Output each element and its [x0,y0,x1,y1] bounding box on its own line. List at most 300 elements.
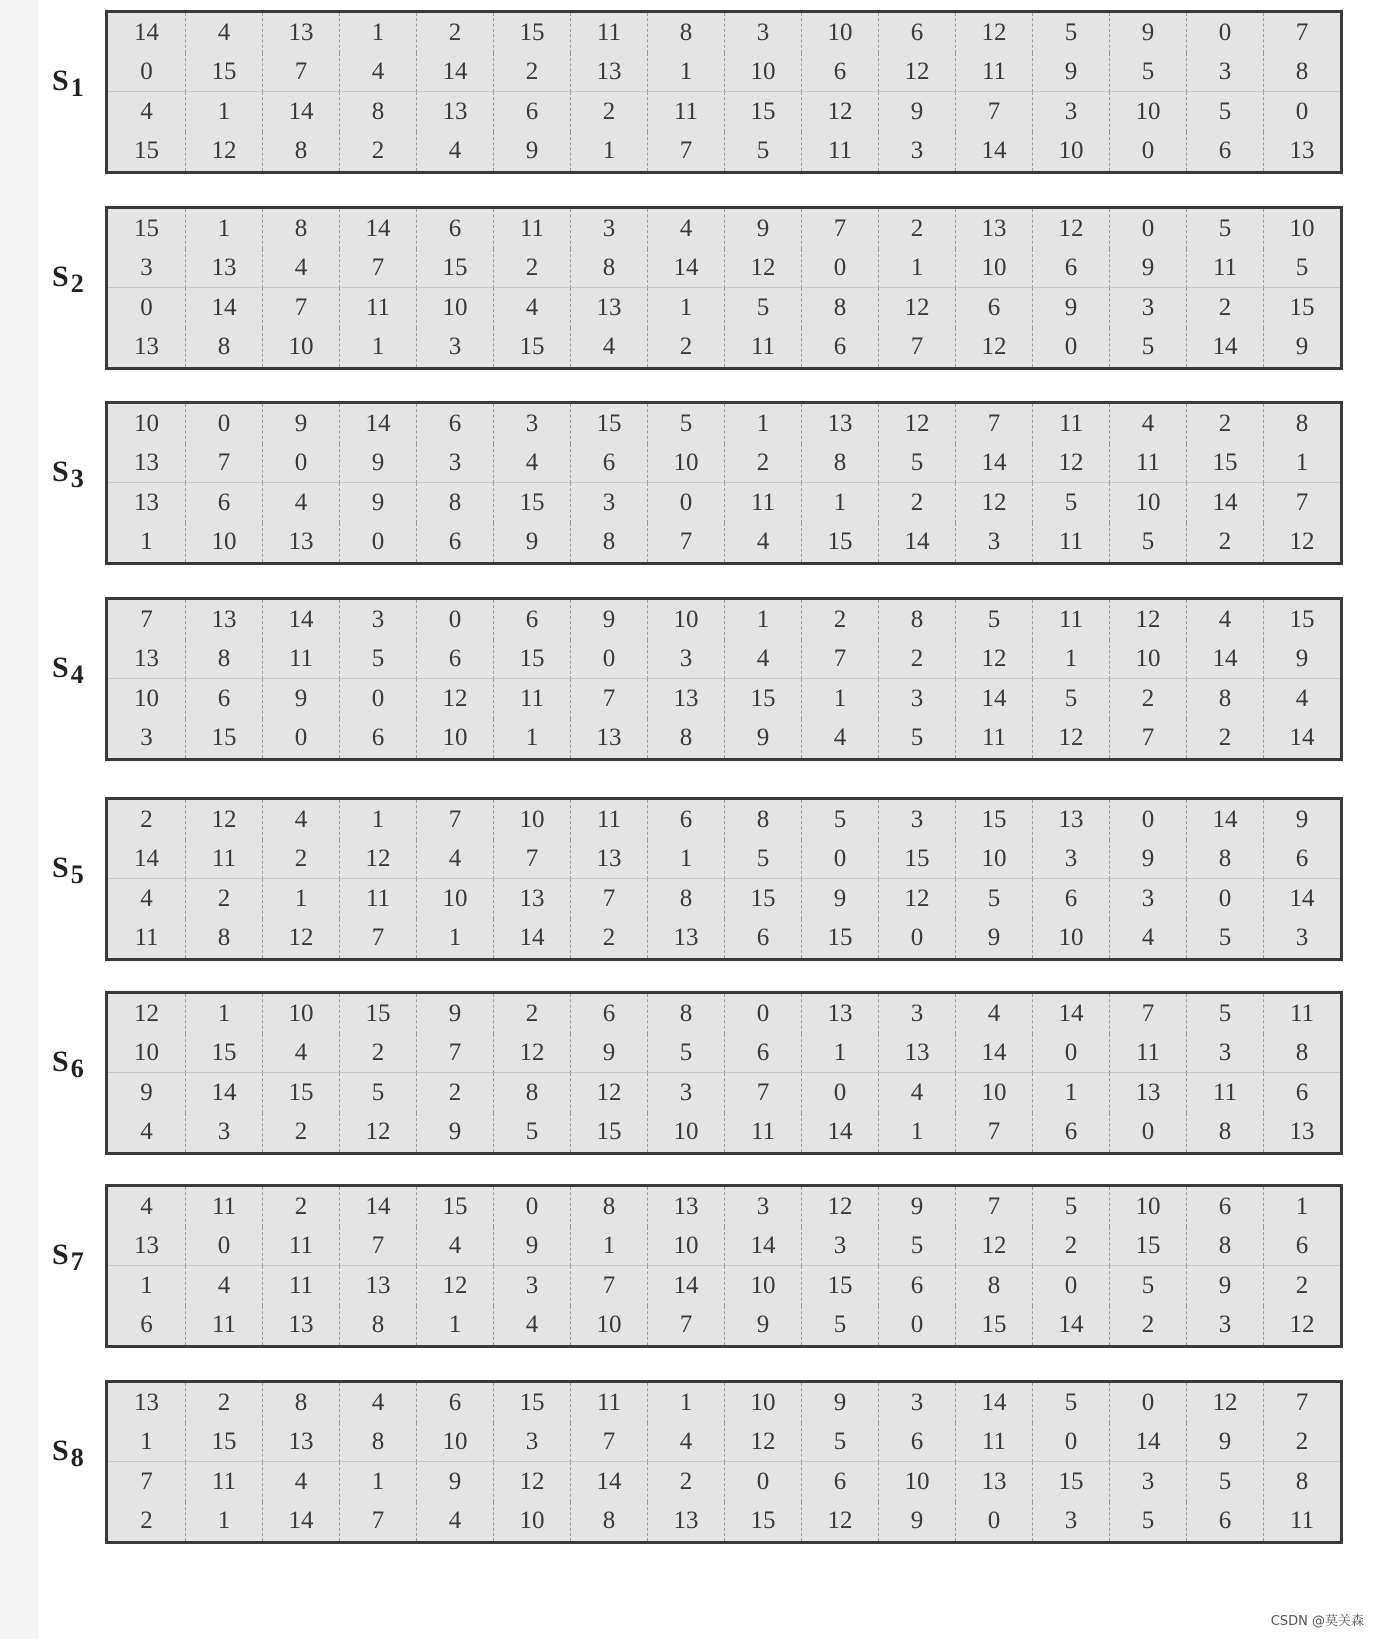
sbox-cell: 15 [570,404,647,444]
sbox-cell: 8 [647,994,724,1034]
sbox-cell: 3 [878,679,955,719]
sbox-cell: 14 [185,1073,262,1113]
sbox-cell: 14 [262,600,339,640]
sbox-cell: 7 [185,444,262,484]
sbox-cell: 13 [647,679,724,719]
sbox-cell: 7 [724,1073,801,1113]
sbox-cell: 3 [724,13,801,53]
sbox-cell: 6 [878,1266,955,1306]
sbox-cell: 5 [1109,523,1186,563]
sbox-label [52,1238,85,1276]
sbox-cell: 13 [570,53,647,93]
sbox-cell: 13 [1263,132,1340,172]
sbox-cell: 2 [878,640,955,680]
sbox-cell: 6 [1263,840,1340,880]
sbox-cell: 4 [185,1266,262,1306]
sbox-cell: 2 [1186,404,1263,444]
sbox-cell: 6 [416,404,493,444]
sbox-cell: 0 [724,1462,801,1502]
sbox-cell: 5 [1032,483,1109,523]
sbox-cell: 12 [801,1502,878,1542]
sbox-cell: 3 [493,1423,570,1463]
sbox-cell: 4 [262,1034,339,1074]
sbox-cell: 15 [493,483,570,523]
sbox-cell: 6 [1032,249,1109,289]
sbox-cell: 3 [1109,288,1186,328]
sbox-cell: 10 [1109,92,1186,132]
sbox-cell: 8 [339,92,416,132]
sbox-cell: 0 [339,679,416,719]
sbox-cell: 5 [878,1227,955,1267]
sbox-cell: 14 [955,1034,1032,1074]
sbox-cell: 9 [493,523,570,563]
sbox-cell: 9 [801,1383,878,1423]
sbox-cell: 8 [185,919,262,959]
sbox-cell: 3 [108,249,185,289]
sbox-cell: 13 [493,879,570,919]
sbox-cell: 1 [339,1462,416,1502]
sbox-cell: 5 [647,404,724,444]
sbox-cell: 11 [724,483,801,523]
sbox-cell: 13 [647,919,724,959]
sbox-cell: 4 [724,640,801,680]
sbox-label-index: 3 [70,464,85,493]
sbox-cell: 4 [647,209,724,249]
sbox-cell: 0 [1032,1034,1109,1074]
sbox-cell: 11 [570,800,647,840]
sbox-label-index: 6 [70,1054,85,1083]
sbox-cell: 6 [416,1383,493,1423]
sbox-cell: 6 [801,53,878,93]
sbox-cell: 3 [647,640,724,680]
sbox-cell: 4 [140,884,153,912]
sbox-cell: 3 [416,328,493,368]
sbox-cell: 10 [724,53,801,93]
sbox-cell: 15 [724,1502,801,1542]
sbox-cell: 3 [878,994,955,1034]
sbox-cell: 12 [955,13,1032,53]
sbox-cell: 4 [416,1227,493,1267]
sbox-cell: 5 [878,444,955,484]
sbox-cell: 10 [1109,640,1186,680]
sbox-cell: 2 [1109,1306,1186,1346]
sbox-cell: 7 [339,919,416,959]
sbox-cell: 11 [955,53,1032,93]
sbox-cell: 15 [1032,1462,1109,1502]
sbox-cell: 4 [801,719,878,759]
sbox-table [105,797,1343,961]
sbox-cell: 11 [185,1306,262,1346]
sbox-4 [40,597,1350,779]
sbox-cell: 9 [1032,53,1109,93]
sbox-cell: 14 [1186,328,1263,368]
sbox-cell: 9 [493,132,570,172]
sbox-cell: 0 [1109,800,1186,840]
sbox-cell: 0 [878,1306,955,1346]
sbox-cell: 8 [647,13,724,53]
sbox-cell: 1 [724,600,801,640]
sbox-cell: 0 [570,640,647,680]
sbox-cell: 0 [801,1073,878,1113]
sbox-cell: 6 [801,328,878,368]
sbox-cell: 4 [339,53,416,93]
sbox-cell: 4 [416,132,493,172]
sbox-cell: 15 [955,800,1032,840]
sbox-cell: 8 [262,132,339,172]
sbox-cell: 2 [878,483,955,523]
sbox-cell: 2 [493,994,570,1034]
sbox-cell: 13 [134,1388,159,1416]
sbox-cell: 0 [108,53,185,93]
sbox-label [52,1045,85,1083]
sbox-cell: 13 [570,840,647,880]
sbox-cell: 12 [493,1034,570,1074]
sbox-cell: 4 [570,328,647,368]
sbox-cell: 5 [801,1306,878,1346]
sbox-cell: 9 [724,1306,801,1346]
sbox-label [52,260,85,298]
sbox-cell: 13 [134,488,159,516]
sbox-cell: 2 [1263,1266,1340,1306]
sbox-cell: 14 [339,1187,416,1227]
sbox-cell: 10 [647,600,724,640]
sbox-cell: 1 [339,328,416,368]
sbox-cell: 2 [416,13,493,53]
sbox-cell: 1 [185,994,262,1034]
sbox-cell: 14 [1032,994,1109,1034]
sbox-cell: 14 [570,1462,647,1502]
sbox-cell: 9 [1109,249,1186,289]
sbox-cell: 1 [570,1227,647,1267]
sbox-cell: 10 [801,13,878,53]
sbox-cell: 8 [1186,679,1263,719]
sbox-cell: 0 [1109,1113,1186,1153]
sbox-cell: 14 [955,679,1032,719]
sbox-cell: 5 [1032,1187,1109,1227]
sbox-cell: 9 [878,1187,955,1227]
sbox-cell: 8 [1186,1113,1263,1153]
sbox-cell: 8 [262,209,339,249]
sbox-label-index: 4 [70,660,85,689]
sbox-cell: 15 [1263,600,1340,640]
sbox-cell: 5 [724,288,801,328]
sbox-cell: 9 [1263,640,1340,680]
sbox-cell: 2 [140,805,153,833]
sbox-cell: 9 [570,600,647,640]
sbox-cell: 7 [647,132,724,172]
sbox-cell: 14 [1109,1423,1186,1463]
sbox-cell: 12 [493,1462,570,1502]
sbox-cell: 7 [955,404,1032,444]
sbox-cell: 8 [878,600,955,640]
sbox-cell: 0 [1032,1423,1109,1463]
sbox-cell: 14 [1186,483,1263,523]
sbox-cell: 7 [570,1266,647,1306]
sbox-cell: 5 [1109,328,1186,368]
sbox-cell: 5 [647,1034,724,1074]
sbox-cell: 9 [493,1227,570,1267]
sbox-cell: 11 [801,132,878,172]
sbox-cell: 10 [955,249,1032,289]
sbox-cell: 3 [955,523,1032,563]
sbox-cell: 11 [185,1462,262,1502]
sbox-cell: 11 [1186,249,1263,289]
sbox-cell: 15 [493,640,570,680]
sbox-cell: 15 [801,1266,878,1306]
sbox-cell: 14 [262,92,339,132]
sbox-cell: 15 [493,13,570,53]
sbox-cell: 4 [647,1423,724,1463]
sbox-cell: 8 [955,1266,1032,1306]
sbox-cell: 15 [1186,444,1263,484]
sbox-cell: 1 [262,879,339,919]
sbox-cell: 0 [185,404,262,444]
sbox-label-index: 5 [70,860,85,889]
sbox-cell: 4 [140,1192,153,1220]
sbox-cell: 13 [570,719,647,759]
sbox-cell: 9 [724,209,801,249]
sbox-cell: 7 [1263,13,1340,53]
sbox-table [105,401,1343,565]
sbox-cell: 6 [185,679,262,719]
sbox-cell: 6 [493,92,570,132]
sbox-cell: 1 [493,719,570,759]
sbox-cell: 0 [493,1187,570,1227]
sbox-cell: 7 [262,53,339,93]
sbox-cell: 8 [185,328,262,368]
sbox-cell: 7 [140,605,153,633]
sbox-cell: 5 [801,1423,878,1463]
sbox-cell: 8 [262,1383,339,1423]
left-margin-band [0,0,38,1639]
sbox-cell: 9 [339,483,416,523]
sbox-cell: 7 [416,800,493,840]
sbox-label-letter: S [52,64,70,97]
sbox-cell: 9 [1186,1423,1263,1463]
sbox-cell: 5 [724,132,801,172]
sbox-cell: 13 [1263,1113,1340,1153]
sbox-cell: 11 [1032,404,1109,444]
sbox-cell: 3 [570,483,647,523]
sbox-cell: 14 [339,404,416,444]
sbox-label [52,1434,85,1472]
sbox-cell: 1 [140,528,153,556]
sbox-cell: 12 [1186,1383,1263,1423]
sbox-cell: 4 [140,97,153,125]
sbox-cell: 13 [108,640,185,680]
sbox-cell: 1 [1263,444,1340,484]
sbox-cell: 2 [1109,679,1186,719]
sbox-cell: 8 [1186,840,1263,880]
sbox-cell: 2 [262,1187,339,1227]
sbox-cell: 2 [724,444,801,484]
sbox-cell: 11 [185,840,262,880]
sbox-cell: 3 [416,444,493,484]
sbox-cell: 15 [416,1187,493,1227]
sbox-cell: 6 [570,994,647,1034]
sbox-cell: 8 [724,800,801,840]
sbox-cell: 3 [1186,1306,1263,1346]
sbox-cell: 4 [1109,919,1186,959]
sbox-cell: 13 [647,1187,724,1227]
sbox-table [105,1184,1343,1348]
sbox-cell: 14 [1186,800,1263,840]
sbox-cell: 0 [185,1227,262,1267]
sbox-cell: 13 [801,994,878,1034]
sbox-cell: 2 [416,1073,493,1113]
sbox-cell: 0 [878,919,955,959]
sbox-cell: 2 [493,249,570,289]
sbox-cell: 8 [1263,53,1340,93]
sbox-cell: 11 [647,92,724,132]
sbox-cell: 1 [339,800,416,840]
sbox-cell: 11 [570,13,647,53]
sbox-cell: 9 [878,92,955,132]
sbox-cell: 7 [801,640,878,680]
sbox-cell: 9 [570,1034,647,1074]
sbox-cell: 1 [185,1502,262,1542]
sbox-cell: 11 [1186,1073,1263,1113]
sbox-cell: 3 [185,1113,262,1153]
sbox-cell: 8 [339,1306,416,1346]
sbox-cell: 15 [801,919,878,959]
sbox-cell: 15 [416,249,493,289]
sbox-cell: 0 [801,840,878,880]
sbox-cell: 14 [724,1227,801,1267]
sbox-cell: 9 [1109,13,1186,53]
sbox-cell: 2 [339,132,416,172]
sbox-cell: 6 [416,640,493,680]
sbox-cell: 2 [1186,719,1263,759]
sbox-cell: 4 [1109,404,1186,444]
sbox-cell: 10 [955,1073,1032,1113]
sbox-cell: 1 [878,1113,955,1153]
sbox-cell: 12 [1109,600,1186,640]
sbox-cell: 2 [185,879,262,919]
sbox-cell: 8 [647,879,724,919]
sbox-table [105,206,1343,370]
sbox-cell: 3 [724,1187,801,1227]
sbox-cell: 1 [801,1034,878,1074]
sbox-cell: 5 [1109,53,1186,93]
sbox-cell: 1 [185,209,262,249]
sbox-cell: 9 [878,1502,955,1542]
sbox-cell: 10 [647,1227,724,1267]
sbox-cell: 0 [724,994,801,1034]
sbox-cell: 10 [955,840,1032,880]
sbox-cell: 11 [955,1423,1032,1463]
sbox-cell: 2 [1186,523,1263,563]
sbox-cell: 15 [1263,288,1340,328]
sbox-cell: 9 [1032,288,1109,328]
sbox-cell: 4 [262,249,339,289]
sbox-cell: 2 [1186,288,1263,328]
sbox-cell: 10 [262,994,339,1034]
sbox-cell: 7 [570,1423,647,1463]
sbox-cell: 5 [1263,249,1340,289]
sbox-cell: 15 [185,1034,262,1074]
sbox-cell: 2 [262,1113,339,1153]
sbox-cell: 11 [1263,994,1340,1034]
sbox-cell: 5 [339,640,416,680]
sbox-cell: 2 [493,53,570,93]
sbox-cell: 8 [1263,1462,1340,1502]
sbox-cell: 3 [140,724,153,752]
sbox-cell: 13 [955,209,1032,249]
sbox-cell: 4 [416,1502,493,1542]
sbox-cell: 9 [801,879,878,919]
sbox-cell: 14 [647,1266,724,1306]
sbox-cell: 14 [108,840,185,880]
sbox-cell: 10 [416,879,493,919]
sbox-cell: 10 [647,444,724,484]
sbox-cell: 10 [416,719,493,759]
sbox-cell: 4 [1186,600,1263,640]
sbox-cell: 2 [647,1462,724,1502]
sbox-cell: 5 [339,1073,416,1113]
sbox-cell: 4 [262,483,339,523]
sbox-cell: 13 [1032,800,1109,840]
sbox-cell: 12 [724,1423,801,1463]
sbox-cell: 5 [1109,1266,1186,1306]
sbox-cell: 15 [570,1113,647,1153]
sbox-cell: 5 [1032,679,1109,719]
sbox-cell: 6 [185,483,262,523]
sbox-cell: 12 [185,132,262,172]
sbox-cell: 10 [724,1266,801,1306]
sbox-cell: 8 [570,1502,647,1542]
sbox-cell: 12 [570,1073,647,1113]
sbox-cell: 4 [1263,679,1340,719]
sbox-cell: 3 [1109,879,1186,919]
sbox-cell: 11 [262,1227,339,1267]
sbox-cell: 8 [801,444,878,484]
sbox-cell: 14 [1186,640,1263,680]
sbox-cell: 0 [140,293,153,321]
sbox-cell: 7 [1109,719,1186,759]
sbox-cell: 15 [724,679,801,719]
sbox-cell: 11 [493,209,570,249]
sbox-cell: 8 [1263,1034,1340,1074]
sbox-cell: 13 [262,13,339,53]
sbox-cell: 0 [955,1502,1032,1542]
sbox-cell: 10 [262,328,339,368]
sbox-cell: 3 [1186,1034,1263,1074]
sbox-cell: 8 [185,640,262,680]
sbox-cell: 13 [134,333,159,361]
sbox-cell: 5 [955,879,1032,919]
sbox-cell: 1 [416,1306,493,1346]
sbox-2 [40,206,1350,388]
sbox-cell: 15 [339,994,416,1034]
sbox-cell: 11 [1263,1502,1340,1542]
sbox-cell: 12 [878,288,955,328]
sbox-cell: 6 [416,523,493,563]
sbox-cell: 0 [1263,92,1340,132]
sbox-cell: 14 [955,1383,1032,1423]
sbox-cell: 1 [185,92,262,132]
sbox-5 [40,797,1350,979]
sbox-cell: 10 [134,409,159,437]
sbox-cell: 4 [493,444,570,484]
sbox-cell: 1 [416,919,493,959]
sbox-cell: 4 [140,1118,153,1146]
sbox-cell: 2 [801,600,878,640]
sbox-cell: 3 [1032,840,1109,880]
sbox-cell: 1 [339,13,416,53]
sbox-cell: 7 [339,249,416,289]
sbox-label-letter: S [52,1434,70,1467]
